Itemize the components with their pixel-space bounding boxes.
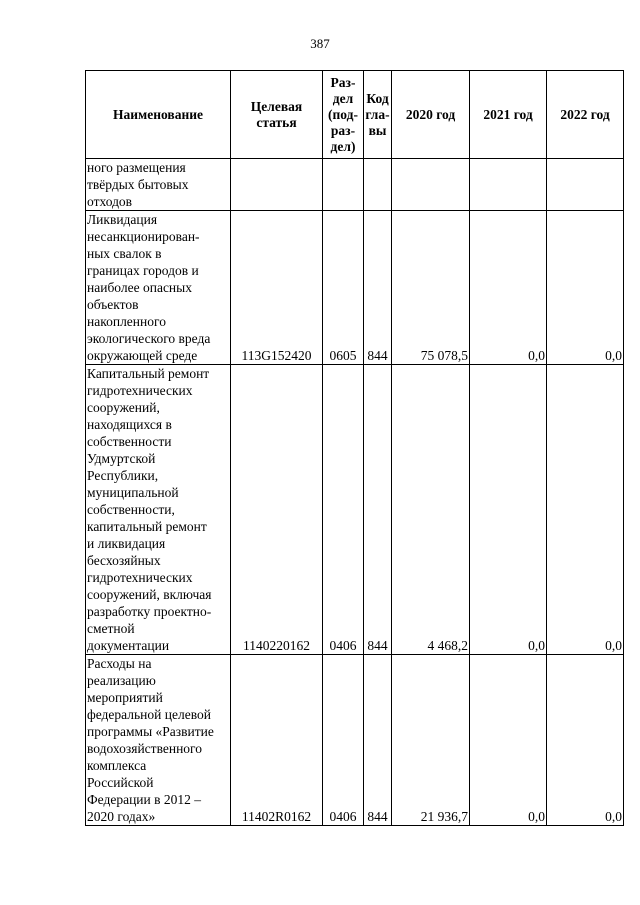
cell-chapter-code — [364, 159, 392, 211]
cell-name-line: водохозяйственного — [87, 741, 203, 756]
budget-table — [85, 70, 624, 826]
cell-name-line: Российской — [87, 775, 154, 790]
cell-name-line: Федерации в 2012 – — [87, 792, 202, 807]
cell-section-code: 0406 — [323, 365, 364, 655]
table-body — [86, 159, 624, 826]
cell-name-line: собственности — [87, 434, 172, 449]
cell-name-line: Удмуртской — [87, 451, 156, 466]
header-chapter-line: вы — [368, 122, 387, 138]
cell-name — [86, 365, 231, 655]
cell-amount-2021: 0,0 — [470, 211, 547, 365]
cell-amount-2021 — [470, 159, 547, 211]
cell-name-line: ного размещения — [87, 160, 186, 175]
page-number: 387 — [310, 36, 330, 51]
header-target-line: Целевая — [250, 98, 303, 114]
cell-chapter-code: 844 — [364, 655, 392, 826]
cell-amount-2020: 4 468,2 — [392, 365, 470, 655]
header-section-line: (под- — [328, 106, 358, 122]
header-chapter-line: гла- — [365, 106, 390, 122]
cell-name-line: реализацию — [87, 673, 156, 688]
header-chapter — [364, 71, 392, 159]
cell-name-line: гидротехнических — [87, 570, 193, 585]
cell-amount-2020: 75 078,5 — [392, 211, 470, 365]
cell-name-line: 2020 годах» — [87, 809, 156, 824]
cell-name — [86, 159, 231, 211]
header-section-line: дел — [332, 90, 354, 106]
cell-name-line: несанкционирован- — [87, 229, 200, 244]
cell-name-line: объектов — [87, 297, 139, 312]
cell-name-line: комплекса — [87, 758, 147, 773]
cell-name — [86, 211, 231, 365]
table-row — [86, 211, 624, 365]
cell-name-line: Республики, — [87, 468, 159, 483]
cell-name-line: окружающей среде — [87, 348, 198, 363]
cell-name-line: и ликвидация — [87, 536, 166, 551]
cell-section-code: 0406 — [323, 655, 364, 826]
header-2022: 2022 год — [547, 71, 624, 159]
cell-name-line: ных свалок в — [87, 246, 162, 261]
cell-name-line: сооружений, включая — [87, 587, 212, 602]
header-section-line: Раз- — [330, 74, 356, 90]
cell-amount-2021: 0,0 — [470, 655, 547, 826]
cell-amount-2022 — [547, 159, 624, 211]
cell-name-line: собственности, — [87, 502, 175, 517]
cell-name-line: наиболее опасных — [87, 280, 192, 295]
cell-name-line: накопленного — [87, 314, 166, 329]
cell-name-line: муниципальной — [87, 485, 179, 500]
cell-name-line: гидротехнических — [87, 383, 193, 398]
cell-amount-2022: 0,0 — [547, 655, 624, 826]
cell-name-line: капитальный ремонт — [87, 519, 207, 534]
table-row — [86, 365, 624, 655]
cell-name-line: документации — [87, 638, 170, 653]
cell-target-code — [231, 159, 323, 211]
header-section-line: дел) — [330, 138, 356, 154]
header-2021: 2021 год — [470, 71, 547, 159]
header-section — [323, 71, 364, 159]
cell-section-code: 0605 — [323, 211, 364, 365]
header-target-line: статья — [256, 114, 297, 130]
header-chapter-line: Код — [366, 90, 389, 106]
cell-amount-2020: 21 936,7 — [392, 655, 470, 826]
cell-name — [86, 655, 231, 826]
header-target — [231, 71, 323, 159]
cell-name-line: находящихся в — [87, 417, 172, 432]
cell-name-line: сметной — [87, 621, 135, 636]
cell-name-line: Расходы на — [87, 656, 152, 671]
cell-target-code: 113G152420 — [231, 211, 323, 365]
cell-amount-2020 — [392, 159, 470, 211]
cell-name-line: программы «Развитие — [87, 724, 214, 739]
table-row — [86, 655, 624, 826]
cell-section-code — [323, 159, 364, 211]
cell-target-code: 11402R0162 — [231, 655, 323, 826]
cell-name-line: Капитальный ремонт — [87, 366, 210, 381]
cell-name-line: Ликвидация — [87, 212, 158, 227]
table-row — [86, 159, 624, 211]
cell-name-line: границах городов и — [87, 263, 199, 278]
cell-name-line: экологического вреда — [87, 331, 211, 346]
cell-chapter-code: 844 — [364, 211, 392, 365]
cell-name-line: мероприятий — [87, 690, 163, 705]
cell-name-line: твёрдых бытовых — [87, 177, 189, 192]
cell-target-code: 1140220162 — [231, 365, 323, 655]
cell-chapter-code: 844 — [364, 365, 392, 655]
header-row — [86, 71, 624, 159]
header-section-line: раз- — [330, 122, 356, 138]
cell-name-line: сооружений, — [87, 400, 160, 415]
cell-name-line: разработку проектно- — [87, 604, 212, 619]
header-name: Наименование — [86, 71, 231, 159]
cell-name-line: отходов — [87, 194, 133, 209]
cell-amount-2021: 0,0 — [470, 365, 547, 655]
cell-name-line: федеральной целевой — [87, 707, 211, 722]
cell-amount-2022: 0,0 — [547, 211, 624, 365]
header-2020: 2020 год — [392, 71, 470, 159]
cell-name-line: бесхозяйных — [87, 553, 161, 568]
cell-amount-2022: 0,0 — [547, 365, 624, 655]
